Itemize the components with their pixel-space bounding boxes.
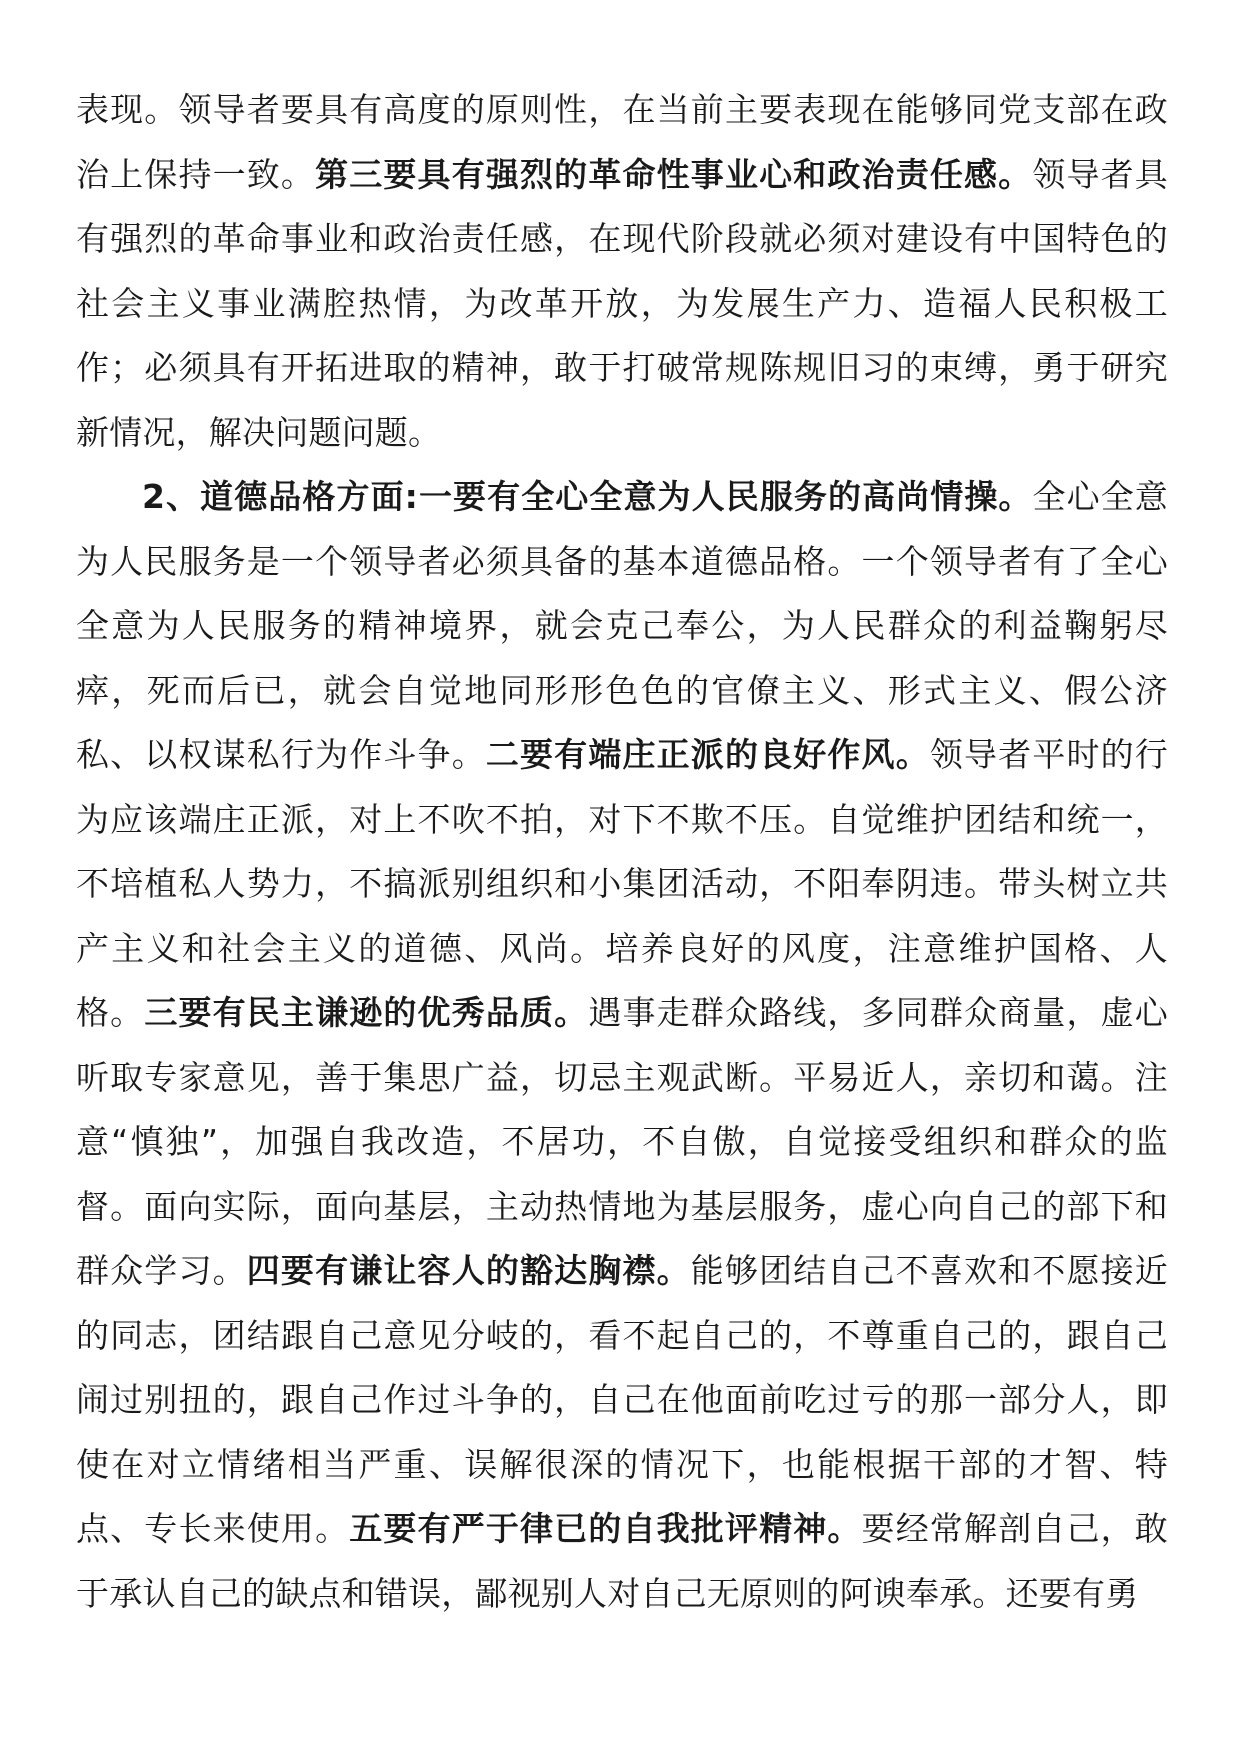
- bold-heading-segment: 四要有谦让容人的豁达胸襟。: [246, 1251, 691, 1290]
- text-segment: 能够团结自己不喜欢和不愿接近的同志，团结跟自己意见分岐的，看不起自己的，不尊重自己的，跟自己闹过别扭的，跟自己作过斗争的，自己在他面前吃过亏的那一部分人，即使在对立情绪相当严重、误解很深的情况下，也能根据干部的才智、特点、专长来使用。: [76, 1251, 1169, 1548]
- paragraph-principles: [76, 78, 1168, 465]
- document-page: [76, 78, 1168, 1626]
- bold-heading-segment: 2、道德品格方面:一要有全心全意为人民服务的高尚情操。: [142, 477, 1033, 516]
- bold-heading-segment: 二要有端庄正派的良好作风。: [485, 735, 930, 774]
- text-segment: 表现。领导者要具有高度的原则性，在当前主要表现在能够同党支部在政治上保持一致。: [76, 90, 1168, 194]
- text-segment: 遇事走群众路线，多同群众商量，虚心听取专家意见，善于集思广益，切忌主观武断。平易近人，亲切和蔼。注意“慎独”，加强自我改造，不居功，不自傲，自觉接受组织和群众的监督。面向实际，面向基层，主动热情地为基层服务，虚心向自己的部下和群众学习。: [76, 993, 1168, 1290]
- text-segment: 全心全意为人民服务是一个领导者必须具备的基本道德品格。一个领导者有了全心全意为人民服务的精神境界，就会克己奉公，为人民群众的利益鞠躬尽瘁，死而后已，就会自觉地同形形色色的官僚主义、形式主义、假公济私、以权谋私行为作斗争。: [76, 477, 1168, 774]
- text-segment: 领导者具有强烈的革命事业和政治责任感，在现代阶段就必须对建设有中国特色的社会主义事业满腔热情，为改革开放，为发展生产力、造福人民积极工作；必须具有开拓进取的精神，敢于打破常规陈规旧习的束缚，勇于研究新情况，解决问题问题。: [76, 154, 1169, 452]
- bold-heading-segment: 第三要具有强烈的革命性事业心和政治责任感。: [315, 154, 1033, 194]
- paragraph-moral-character: [76, 465, 1168, 1626]
- bold-heading-segment: 五要有严于律已的自我批评精神。: [349, 1509, 862, 1548]
- bold-heading-segment: 三要有民主谦逊的优秀品质。: [144, 993, 589, 1032]
- text-segment: 领导者平时的行为应该端庄正派，对上不吹不拍，对下不欺不压。自觉维护团结和统一，不培植私人势力，不搞派别组织和小集团活动，不阳奉阴违。带头树立共产主义和社会主义的道德、风尚。培养良好的风度，注意维护国格、人格。: [76, 735, 1168, 1032]
- text-segment: 要经常解剖自己，敢于承认自己的缺点和错误，鄙视别人对自己无原则的阿谀奉承。还要有勇: [76, 1509, 1168, 1613]
